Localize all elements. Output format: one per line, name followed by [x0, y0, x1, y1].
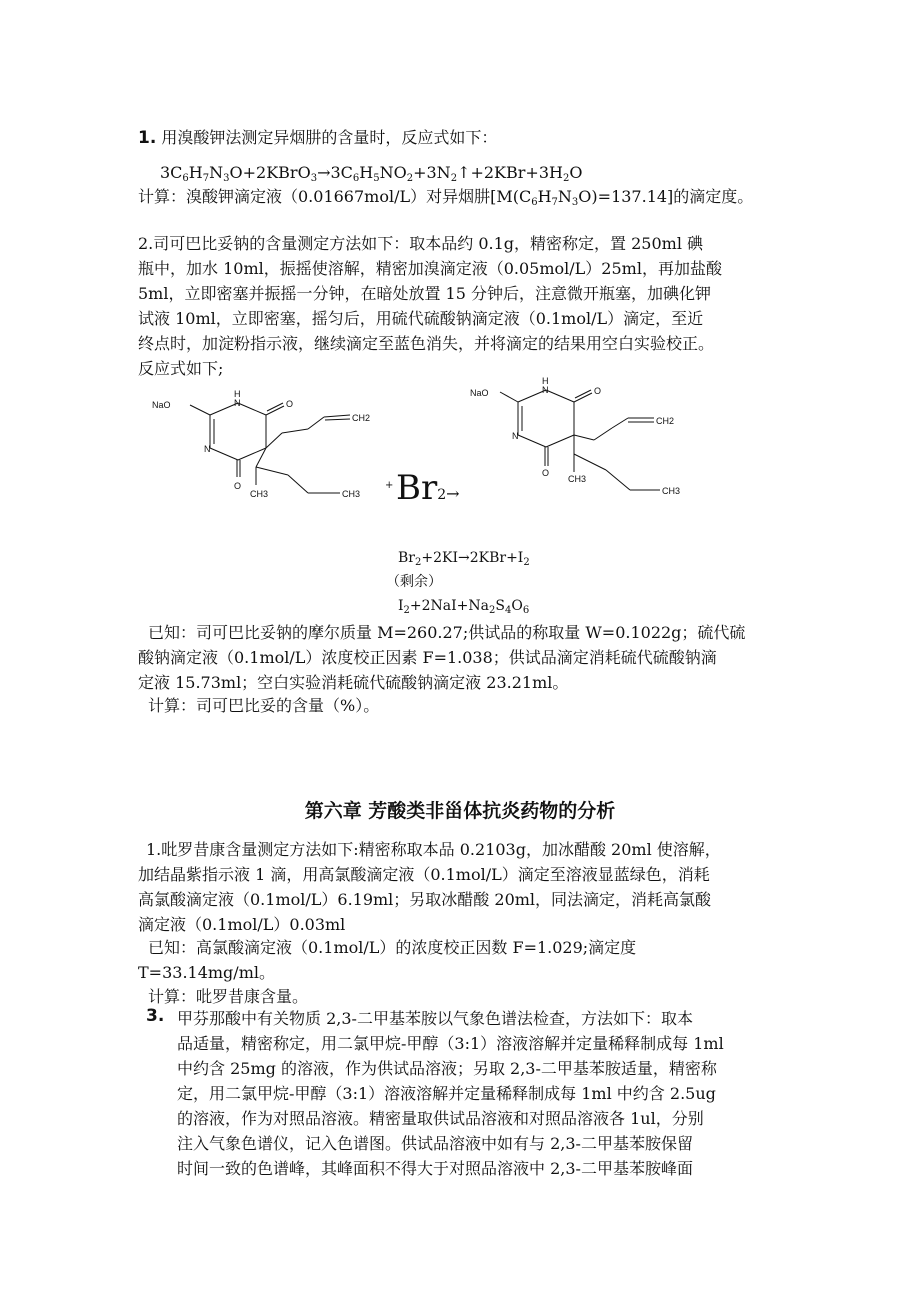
- svg-text:N: N: [204, 444, 211, 454]
- q2-paragraph: 2.司可巴比妥钠的含量测定方法如下：取本品约 0.1g，精密称定，置 250ml 碘 瓶中，加水 10ml，振摇使溶解，精密加溴滴定液（0.05mol/L）25ml，再加盐酸 5ml，立即密塞并振摇一分钟，在暗处放置 15 分钟后，注意微开瓶塞，加碘化钾 试液 10ml，立即密塞，摇匀后，用硫代硫酸钠滴定液（0.1mol/L）滴定，至近 终点时，加淀粉指示液，继续滴定至蓝色消失，并将滴定的结果用空白实验校正。 反应式如下;: [138, 234, 722, 378]
- svg-text:H: H: [234, 389, 241, 399]
- q1-number: 1.: [138, 128, 157, 148]
- svg-text:H: H: [542, 376, 549, 386]
- chapter-title: 第六章 芳酸类非甾体抗炎药物的分析: [304, 800, 616, 822]
- product-structure: [470, 372, 710, 497]
- svg-text:CH2: CH2: [656, 416, 675, 426]
- q1-heading: [138, 125, 497, 151]
- svg-text:O: O: [234, 481, 242, 491]
- secobarbital-sodium-structure: [140, 385, 380, 510]
- svg-text:CH3: CH3: [568, 474, 587, 484]
- svg-text:CH3: CH3: [250, 489, 269, 499]
- c6q1-calc: 计算：吡罗昔康含量。: [148, 987, 309, 1006]
- q1-text: 用溴酸钾法测定异烟肼的含量时，反应式如下：: [161, 128, 498, 147]
- svg-text:NaO: NaO: [152, 400, 171, 410]
- svg-text:O: O: [594, 386, 602, 396]
- q1-equation: $3C_6H_7N_3O+2KBrO_3\to 3C_6H_5NO_2+3N_2↑+2KBr+3H_2O$: [160, 163, 583, 184]
- plus-sign: +: [385, 480, 394, 491]
- svg-text:O: O: [542, 468, 550, 478]
- svg-text:N: N: [234, 398, 241, 408]
- svg-text:O: O: [286, 399, 294, 409]
- svg-text:CH2: CH2: [352, 413, 371, 423]
- eq-br2-ki: $Br_2+2KI\to 2KBr+I_2$: [398, 550, 530, 568]
- svg-text:N: N: [542, 385, 549, 395]
- c6q3-number: 3.: [146, 1006, 165, 1026]
- c6q1-paragraph: 1.吡罗昔康含量测定方法如下:精密称取本品 0.2103g，加冰醋酸 20ml 使溶解， 加结晶紫指示液 1 滴，用高氯酸滴定液（0.1mol/L）滴定至溶液显蓝绿色，消耗 高氯酸滴定液（0.1mol/L）6.19ml；另取冰醋酸 20ml，同法滴定，消耗高氯酸 滴定液（0.1mol/L）0.03ml: [138, 840, 721, 934]
- q2-calc: 计算：司可巴比妥的含量（%）。: [148, 696, 380, 715]
- svg-text:CH3: CH3: [342, 489, 361, 499]
- eq-note-remaining: （剩余）: [386, 574, 442, 590]
- svg-text:NaO: NaO: [470, 388, 489, 398]
- q2-known: 已知：司可巴比妥钠的摩尔质量 M=260.27;供试品的称取量 W=0.1022g；硫代硫 酸钠滴定液（0.1mol/L）浓度校正因素 F=1.038；供试品滴定消耗硫代硫酸钠滴 定液 15.73ml；空白实验消耗硫代硫酸钠滴定液 23.21ml。: [138, 623, 746, 692]
- c6q3-paragraph: 甲芬那酸中有关物质 2,3-二甲基苯胺以气象色谱法检查，方法如下：取本 品适量，精密称定，用二氯甲烷-甲醇（3:1）溶液溶解并定量稀释制成每 1ml 中约含 25mg 的溶液，作为供试品溶液；另取 2,3-二甲基苯胺适量，精密称 定，用二氯甲烷-甲醇（3:1）溶液溶解并定量稀释制成每 1ml 中约含 2.5ug 的溶液，作为对照品溶液。精密量取供试品溶液和对照品溶液各 1ul，分别 注入气象色谱仪，记入色谱图。供试品溶液中如有与 2,3-二甲基苯胺保留 时间一致的色谱峰，其峰面积不得大于对照品溶液中 2,3-二甲基苯胺峰面: [177, 1009, 724, 1178]
- q1-calc: 计算：溴酸钾滴定液（0.01667mol/L）对异烟肼$[M(C_6H_7N_3O)=137.14]$的滴定度。: [138, 187, 754, 208]
- c6q1-known: 已知：高氯酸滴定液（0.1mol/L）的浓度校正因数 F=1.029;滴定度 T=33.14mg/ml。: [138, 938, 637, 982]
- svg-text:N: N: [512, 431, 519, 441]
- svg-text:CH3: CH3: [662, 486, 681, 496]
- br2-reagent: Br2→: [396, 468, 460, 508]
- eq-i2-thiosulfate: $I_2+2NaI+Na_2S_4O_6$: [398, 598, 530, 616]
